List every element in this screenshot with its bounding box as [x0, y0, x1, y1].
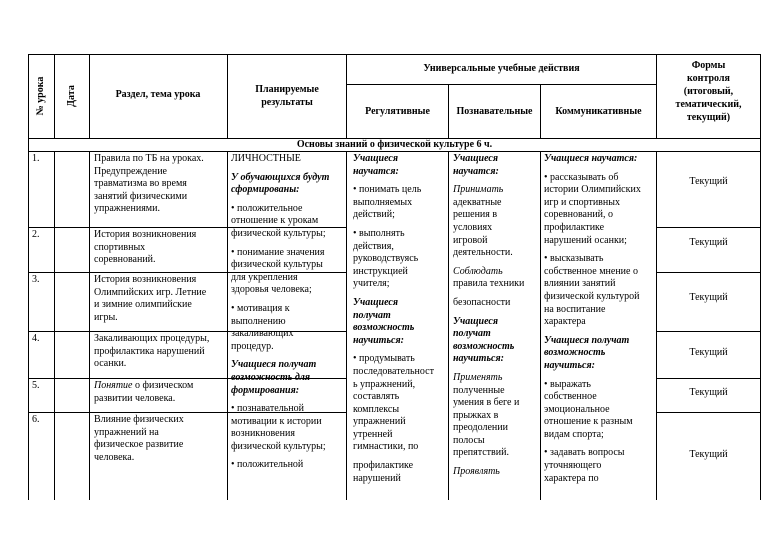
cell-text-line: гимнастики, по — [353, 441, 419, 453]
header-universal-learning-actions: Универсальные учебные действия — [423, 63, 580, 74]
control-form: Текущий — [689, 387, 728, 398]
cell-text-line: полосы — [453, 434, 485, 446]
lesson-topic-line — [94, 452, 134, 465]
cell-text-line: игровой — [453, 234, 488, 246]
grid-line — [540, 151, 541, 500]
cell-text-line: • задавать вопросы — [544, 447, 625, 459]
lesson-topic-line — [94, 229, 196, 242]
lesson-number: 1. — [32, 153, 40, 164]
cell-text-line: • продумывать — [353, 353, 415, 365]
cell-text-line: научиться: — [353, 334, 404, 346]
grid-line — [227, 151, 228, 500]
lesson-topic-line — [94, 287, 206, 300]
cell-text-line: физической культурой — [544, 290, 640, 302]
cell-text-line: • выражать — [544, 378, 591, 390]
lesson-topic-text: человека. — [94, 451, 135, 463]
cell-text-line: нарушений осанки; — [544, 234, 627, 246]
lesson-number: 5. — [32, 380, 40, 391]
planned-results-cell — [231, 153, 329, 499]
cell-text-line: учителя; — [353, 278, 390, 290]
lesson-topic-line — [94, 358, 126, 371]
cell-text-line: действий; — [353, 209, 395, 221]
cell-text-line: возникновения — [231, 428, 295, 440]
lesson-topic-line — [94, 153, 204, 166]
cell-text-line: составлять — [353, 391, 400, 403]
cell-text-line: Проявлять — [453, 466, 500, 478]
cell-text-line: уточняющего — [544, 460, 602, 472]
lesson-topic-text: Правила по ТБ на уроках. — [94, 153, 204, 164]
cell-text-line: на воспитание — [544, 303, 606, 315]
lesson-topic-line — [94, 254, 156, 267]
grid-line — [656, 151, 657, 500]
cell-text-line: отношение к разным — [544, 416, 633, 428]
lesson-topic-line — [94, 312, 118, 325]
control-form: Текущий — [689, 292, 728, 303]
cell-text-line: видам спорта; — [544, 428, 604, 440]
cell-text-line: возможность — [544, 347, 606, 359]
cell-text-line: утренней — [353, 428, 393, 440]
regulative-cell — [353, 153, 434, 499]
header-section-topic: Раздел, тема урока — [115, 89, 201, 100]
cell-text-line: препятствий. — [453, 447, 509, 459]
cell-text-line: Учащиеся — [353, 296, 398, 308]
lesson-topic-line — [94, 178, 187, 191]
lesson-topic-line — [94, 203, 160, 216]
header-control-forms-line-1: Формы — [691, 60, 726, 71]
cell-text-line: физической культуры — [231, 259, 323, 271]
lesson-topic-line — [94, 166, 167, 179]
grid-line — [760, 54, 761, 500]
cell-text-line: • мотивация к — [231, 302, 290, 314]
cell-text-line: ЛИЧНОСТНЫЕ — [231, 153, 301, 164]
lesson-topic-text: упражнениями. — [94, 203, 160, 215]
grid-line — [54, 54, 55, 138]
lesson-topic-line — [94, 380, 193, 393]
cell-text-line: адекватные — [453, 196, 502, 208]
cell-text-line: соревнований, о — [544, 209, 614, 221]
cell-text-line: собственное мнение о — [544, 265, 638, 277]
cell-text-line: • рассказывать об — [544, 171, 619, 183]
cell-text-line: физической культуры; — [231, 227, 326, 239]
lesson-topic-text: профилактика нарушений — [94, 345, 205, 357]
lesson-topic-text: развитии человека. — [94, 392, 176, 404]
lesson-number: 6. — [32, 414, 40, 425]
lesson-topic-line — [94, 393, 175, 406]
cell-text-line: решения в — [453, 209, 498, 221]
lesson-topic-line — [94, 274, 196, 287]
grid-line — [656, 412, 760, 413]
cell-text-line: безопасности — [453, 296, 511, 308]
lesson-topic-text: Олимпийских игр. Летние — [94, 286, 207, 298]
lesson-topic-line — [94, 191, 187, 204]
grid-line — [656, 272, 760, 273]
cell-text-line: профилактике — [353, 460, 414, 472]
cell-text-line: Учащиеся получат — [231, 359, 317, 371]
cell-text-line: полученные — [453, 384, 505, 396]
header-regulative: Регулятивные — [365, 106, 430, 117]
cell-text-line: закаливающих — [231, 328, 294, 340]
lesson-topic-line — [94, 427, 159, 440]
cell-text-line: выполнению — [231, 315, 286, 327]
lesson-topic-italic: Понятие — [94, 380, 133, 391]
cell-text-line: правила техники — [453, 278, 525, 290]
cell-text-line: Учащиеся получат — [544, 334, 630, 346]
lesson-topic-line — [94, 439, 183, 452]
cell-text-line: • положительной — [231, 459, 304, 471]
lesson-topic-text: Закаливающих процедуры, — [94, 333, 210, 344]
cell-text-line: возможность — [353, 322, 415, 334]
lesson-topic-line — [94, 414, 184, 427]
lesson-topic-text: и зимние олимпийские — [94, 299, 192, 311]
cell-text-line: истории Олимпийских — [544, 184, 641, 196]
cell-text-line: • познавательной — [231, 403, 304, 415]
cell-text-line: получат — [453, 328, 491, 340]
control-form: Текущий — [689, 449, 728, 460]
cell-text-line: выполняемых — [353, 196, 413, 208]
header-lesson-number: № урока — [35, 76, 46, 116]
cell-text-line: руководствуясь — [353, 253, 419, 265]
lesson-topic-text: Влияние физических — [94, 414, 184, 425]
cell-text-line: инструкцией — [353, 265, 408, 277]
cell-text-line: профилактике — [544, 221, 605, 233]
grid-line — [656, 331, 760, 332]
header-control-forms-line-2: контроля — [687, 73, 730, 84]
lesson-topic-text: занятий физическими — [94, 190, 188, 202]
lesson-topic-text: упражнений на — [94, 426, 159, 438]
lesson-topic-text: о физическом — [132, 380, 194, 391]
header-planned-results-line-2: результаты — [261, 97, 313, 108]
cell-text-line: характера — [544, 316, 586, 328]
cell-text-line: здоровья человека; — [231, 284, 312, 296]
lesson-topic-line — [94, 346, 205, 359]
header-date: Дата — [66, 85, 77, 107]
grid-line — [656, 378, 760, 379]
cell-text-line: формирования: — [231, 384, 300, 396]
cell-text-line: возможность — [453, 340, 515, 352]
cell-text-line: ь упражнений, — [353, 378, 416, 390]
cell-text-line: для укрепления — [231, 271, 298, 283]
cell-text-line: Применять — [453, 371, 503, 383]
header-cognitive: Познавательные — [456, 106, 533, 117]
cell-text-line: научатся: — [353, 165, 399, 177]
header-control-forms-line-5: текущий) — [686, 112, 731, 123]
header-communicative: Коммуникативные — [555, 106, 642, 117]
lesson-topic-line — [94, 242, 145, 255]
cell-text-line: упражнений — [353, 416, 406, 428]
cell-text-line: деятельности. — [453, 247, 513, 259]
cell-text-line: научиться: — [544, 359, 595, 371]
cell-text-line: прыжках в — [453, 409, 499, 421]
cell-text-line: Учащиеся — [453, 153, 498, 164]
cell-text-line: Соблюдать — [453, 265, 503, 277]
lesson-topic-text: Предупреждение — [94, 165, 167, 177]
grid-line — [346, 151, 347, 500]
cell-text-line: эмоциональное — [544, 403, 610, 415]
cell-text-line: характера по — [544, 472, 599, 484]
cell-text-line: преодолении — [453, 422, 508, 434]
cell-text-line: последовательност — [353, 365, 434, 377]
lesson-topic-text: физическое развитие — [94, 439, 184, 451]
section-title: Основы знаний о физической культуре 6 ч. — [296, 139, 493, 150]
cell-text-line: влиянии занятий — [544, 278, 616, 290]
lesson-topic-text: травматизма во время — [94, 178, 187, 190]
grid-line — [346, 84, 656, 85]
cell-text-line: нарушений — [353, 472, 401, 484]
cell-text-line: Принимать — [453, 184, 504, 196]
cell-text-line: научатся: — [453, 165, 499, 177]
cell-text-line: • понимать цель — [353, 184, 422, 196]
lesson-number: 3. — [32, 274, 40, 285]
header-control-forms-line-4: тематический, — [675, 99, 742, 110]
control-form: Текущий — [689, 237, 728, 248]
grid-line — [54, 151, 55, 500]
lesson-topic-text: игры. — [94, 311, 118, 323]
grid-line — [28, 54, 760, 55]
cell-text-line: научиться: — [453, 353, 504, 365]
cell-text-line: отношение к урокам — [231, 215, 319, 227]
grid-line — [28, 54, 29, 500]
header-control-forms-line-3: (итоговый, — [683, 86, 734, 97]
grid-line — [656, 227, 760, 228]
cell-text-line: игр и спортивных — [544, 196, 620, 208]
control-form: Текущий — [689, 176, 728, 187]
grid-line — [448, 151, 449, 500]
cell-text-line: У обучающихся будут — [231, 171, 330, 183]
cell-text-line: собственное — [544, 391, 597, 403]
cell-text-line: • выполнять — [353, 227, 405, 239]
lesson-topic-line — [94, 333, 209, 346]
lesson-topic-line — [94, 299, 192, 312]
lesson-number: 2. — [32, 229, 40, 240]
control-form: Текущий — [689, 347, 728, 358]
cell-text-line: получат — [353, 309, 391, 321]
communicative-cell — [544, 153, 641, 499]
cell-text-line: возможность для — [231, 371, 311, 383]
cell-text-line: Учащиеся — [453, 315, 498, 327]
lesson-topic-text: соревнований. — [94, 254, 156, 266]
cell-text-line: сформированы: — [231, 184, 300, 196]
cell-text-line: комплексы — [353, 403, 400, 415]
cell-text-line: Учащиеся — [353, 153, 398, 164]
lesson-number: 4. — [32, 333, 40, 344]
cell-text-line: умения в беге и — [453, 397, 520, 409]
cell-text-line: • высказывать — [544, 253, 604, 265]
cell-text-line: действия, — [353, 240, 394, 252]
cognitive-cell — [453, 153, 524, 499]
lesson-topic-text: осанки. — [94, 358, 127, 370]
cell-text-line: условиях — [453, 221, 493, 233]
cell-text-line: • понимание значения — [231, 246, 325, 258]
lesson-topic-text: История возникновения — [94, 274, 197, 285]
lesson-topic-text: История возникновения — [94, 229, 197, 240]
cell-text-line: мотивации к истории — [231, 415, 322, 427]
cell-text-line: физической культуры; — [231, 440, 326, 452]
cell-text-line: процедур. — [231, 340, 274, 352]
header-planned-results-line-1: Планируемые — [255, 84, 319, 95]
lesson-topic-text: спортивных — [94, 241, 146, 253]
cell-text-line: Учащиеся научатся: — [544, 153, 638, 164]
cell-text-line: • положительное — [231, 202, 303, 214]
grid-line — [89, 151, 90, 500]
